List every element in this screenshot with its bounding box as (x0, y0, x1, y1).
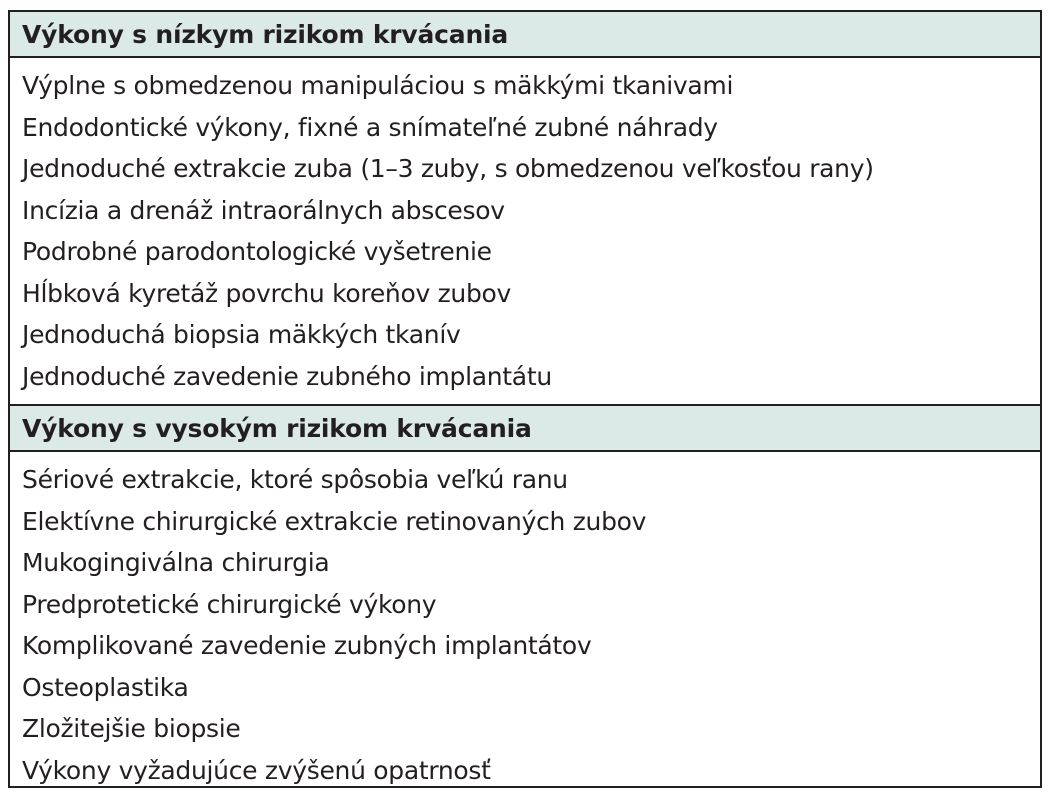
section-heading-low-risk: Výkony s nízkym rizikom krvácania (10, 12, 1040, 58)
section-heading-high-risk: Výkony s vysokým rizikom krvácania (10, 404, 1040, 452)
list-item: Elektívne chirurgické extrakcie retinovaných zubov (22, 506, 647, 536)
list-item: Jednoduché extrakcie zuba (1–3 zuby, s obmedzenou veľkosťou rany) (22, 154, 874, 183)
list-item: Hĺbková kyretáž povrchu koreňov zubov (22, 278, 512, 308)
list-item: Sériové extrakcie, ktoré spôsobia veľkú ranu (22, 465, 568, 494)
list-item: Jednoduché zavedenie zubného implantátu (22, 361, 552, 391)
list-item: Endodontické výkony, fixné a snímateľné zubné náhrady (22, 112, 718, 142)
list-item: Zložitejšie biopsie (22, 714, 241, 743)
list-item: Osteoplastika (22, 672, 189, 702)
bleeding-risk-table (8, 10, 1042, 788)
list-item: Podrobné parodontologické vyšetrenie (22, 237, 492, 266)
list-item: Výkony vyžadujúce zvýšenú opatrnosť (22, 755, 491, 785)
list-item: Komplikované zavedenie zubných implantátov (22, 631, 592, 660)
list-item: Mukogingiválna chirurgia (22, 548, 330, 577)
list-item: Výplne s obmedzenou manipuláciou s mäkkými tkanivami (22, 71, 734, 100)
list-item: Incízia a drenáž intraorálnych abscesov (22, 195, 505, 225)
list-item: Jednoduchá biopsia mäkkých tkanív (22, 320, 461, 349)
high-risk-list (10, 459, 1040, 791)
low-risk-list (10, 65, 1040, 397)
list-item: Predprotetické chirurgické výkony (22, 589, 437, 619)
